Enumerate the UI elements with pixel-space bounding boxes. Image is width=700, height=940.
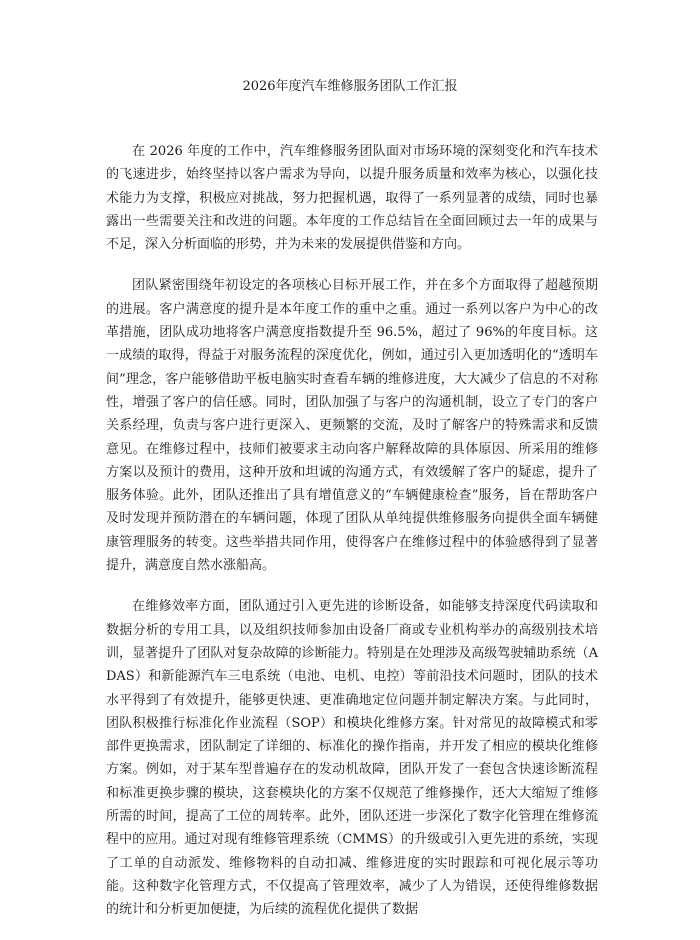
document-title: 2026年度汽车维修服务团队工作汇报	[242, 79, 458, 94]
paragraph-customer-satisfaction: 团队紧密围绕年初设定的各项核心目标开展工作，并在多个方面取得了超越预期的进展。客户满意度的提升是本年度工作的重中之重。通过一系列以客户为中心的改革措施，团队成功地将客户满意度指数提升至 96.5%，超过了 96%的年度目标。这一成绩的取得，得益于对服务流程的深度优化，例如，通过引入更加透明化的“透明车间”理念，客户能够借助平板电脑实时查看车辆的维修进度，大大减少了信息的不对称性，增强了客户的信任感。同时，团队加强了与客户的沟通机制，设立了专门的客户关系经理，负责与客户进行更深入、更频繁的交流，及时了解客户的特殊需求和反馈意见。在维修过程中，技师们被要求主动向客户解释故障的具体原因、所采用的维修方案以及预计的费用，这种开放和坦诚的沟通方式，有效缓解了客户的疑虑，提升了服务体验。此外，团队还推出了具有增值意义的“车辆健康检查”服务，旨在帮助客户及时发现并预防潜在的车辆问题，体现了团队从单纯提供维修服务向提供全面车辆健康管理服务的转变。这些举措共同作用，使得客户在维修过程中的体验感得到了显著提升，满意度自然水涨船高。	[106, 278, 598, 574]
document-body	[106, 140, 598, 940]
paragraph-intro: 在 2026 年度的工作中，汽车维修服务团队面对市场环境的深刻变化和汽车技术的飞速进步，始终坚持以客户需求为导向，以提升服务质量和效率为核心，以强化技术能力为支撑，积极应对挑战，努力把握机遇，取得了一系列显著的成绩，同时也暴露出一些需要关注和改进的问题。本年度的工作总结旨在全面回顾过去一年的成果与不足，深入分析面临的形势，并为未来的发展提供借鉴和方向。	[106, 144, 598, 253]
paragraph-repair-efficiency: 在维修效率方面，团队通过引入更先进的诊断设备，如能够支持深度代码读取和数据分析的专用工具，以及组织技师参加由设备厂商或专业机构举办的高级别技术培训，显著提升了团队对复杂故障的诊断能力。特别是在处理涉及高级驾驶辅助系统（ADAS）和新能源汽车三电系统（电池、电机、电控）等前沿技术问题时，团队的技术水平得到了有效提升，能够更快速、更准确地定位问题并制定解决方案。与此同时，团队积极推行标准化作业流程（SOP）和模块化维修方案。针对常见的故障模式和零部件更换需求，团队制定了详细的、标准化的操作指南，并开发了相应的模块化维修方案。例如，对于某车型普遍存在的发动机故障，团队开发了一套包含快速诊断流程和标准更换步骤的模块，这套模块化的方案不仅规范了维修操作，还大大缩短了维修所需的时间，提高了工位的周转率。此外，团队还进一步深化了数字化管理在维修流程中的应用。通过对现有维修管理系统（CMMS）的升级或引入更先进的系统，实现了工单的自动派发、维修物料的自动扣减、维修进度的实时跟踪和可视化展示等功能。这种数字化管理方式，不仅提高了管理效率，减少了人为错误，还使得维修数据的统计和分析更加便捷，为后续的流程优化提供了数据	[106, 599, 598, 918]
